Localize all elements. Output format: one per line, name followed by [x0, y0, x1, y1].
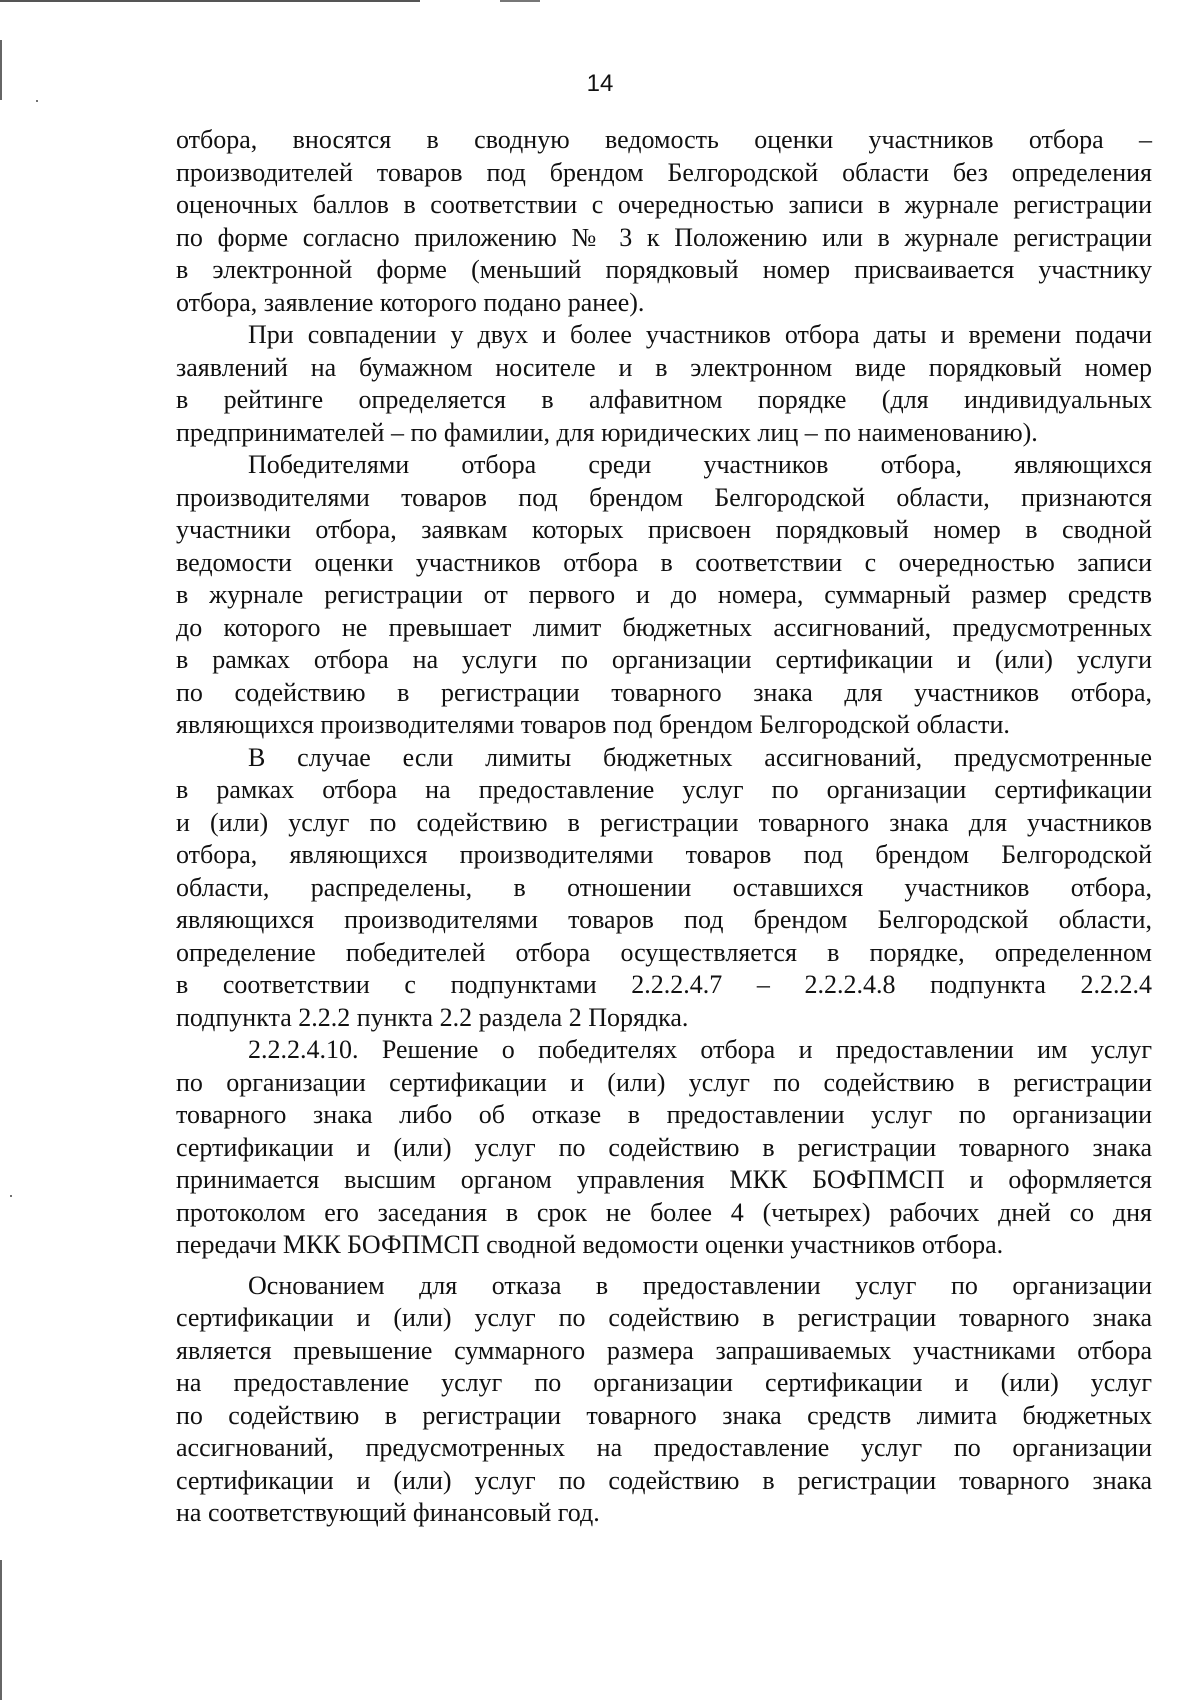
- text-line: ведомости оценки участников отбора в соответствии с очередностью записи: [176, 547, 1152, 577]
- text-line: на соответствующий финансовый год.: [176, 1498, 600, 1527]
- text-line: В случае если лимиты бюджетных ассигнований, предусмотренные: [248, 742, 1152, 772]
- scan-speck: [10, 1195, 12, 1197]
- page-number: 14: [586, 70, 614, 97]
- text-line: в журнале регистрации от первого и до номера, суммарный размер средств: [176, 580, 1152, 609]
- text-line: в рейтинге определяется в алфавитном порядке (для индивидуальных: [176, 385, 1152, 414]
- text-line: отбора, заявление которого подано ранее).: [176, 287, 645, 317]
- text-line: являющихся производителями товаров под брендом Белгородской области,: [176, 905, 1152, 934]
- text-line: и (или) услуг по содействию в регистрации товарного знака для участников: [176, 807, 1152, 837]
- paragraph: [176, 449, 1152, 742]
- scan-edge-mark: [0, 0, 420, 2]
- paragraph: [176, 742, 1152, 1035]
- text-line: сертификации и (или) услуг по содействию в регистрации товарного знака: [176, 1303, 1152, 1332]
- text-line: оценочных баллов в соответствии с очередностью записи в журнале регистрации: [176, 190, 1152, 219]
- text-line: отбора, являющихся производителями товаров под брендом Белгородской: [176, 840, 1152, 869]
- text-line: в рамках отбора на услуги по организации сертификации и (или) услуги: [176, 645, 1152, 674]
- text-line: предпринимателей – по фамилии, для юридических лиц – по наименованию).: [176, 417, 1038, 447]
- text-line: по содействию в регистрации товарного знака средств лимита бюджетных: [176, 1400, 1152, 1430]
- text-line: 2.2.2.4.10. Решение о победителях отбора и предоставлении им услуг: [248, 1035, 1152, 1064]
- text-line: в рамках отбора на предоставление услуг по организации сертификации: [176, 775, 1152, 804]
- text-line: на предоставление услуг по организации сертификации и (или) услуг: [176, 1368, 1152, 1397]
- text-line: области, распределены, в отношении оставшихся участников отбора,: [176, 872, 1152, 902]
- paragraph: [176, 1034, 1152, 1262]
- text-line: отбора, вносятся в сводную ведомость оценки участников отбора –: [176, 125, 1152, 154]
- text-line: передачи МКК БОФПМСП сводной ведомости оценки участников отбора.: [176, 1230, 1004, 1259]
- text-line: сертификации и (или) услуг по содействию в регистрации товарного знака: [176, 1132, 1152, 1162]
- text-line: в соответствии с подпунктами 2.2.2.4.7 – 2.2.2.4.8 подпункта 2.2.2.4: [176, 970, 1152, 999]
- paragraph-spacer: [176, 1262, 1152, 1270]
- text-line: по содействию в регистрации товарного знака для участников отбора,: [176, 677, 1152, 707]
- text-line: принимается высшим органом управления МКК БОФПМСП и оформляется: [176, 1165, 1152, 1194]
- text-line: по организации сертификации и (или) услуг по содействию в регистрации: [176, 1067, 1152, 1097]
- text-line: ассигнований, предусмотренных на предоставление услуг по организации: [176, 1433, 1152, 1462]
- paragraph: [176, 319, 1152, 449]
- text-line: подпункта 2.2.2 пункта 2.2 раздела 2 Порядка.: [176, 1002, 689, 1032]
- text-line: в электронной форме (меньший порядковый номер присваивается участнику: [176, 255, 1152, 284]
- text-line: определение победителей отбора осуществляется в порядке, определенном: [176, 937, 1152, 967]
- text-line: по форме согласно приложению № 3 к Положению или в журнале регистрации: [176, 222, 1152, 252]
- text-line: Основанием для отказа в предоставлении услуг по организации: [248, 1270, 1152, 1300]
- text-line: являющихся производителями товаров под брендом Белгородской области.: [176, 710, 1010, 739]
- text-line: сертификации и (или) услуг по содействию в регистрации товарного знака: [176, 1465, 1152, 1495]
- text-line: При совпадении у двух и более участников отбора даты и времени подачи: [248, 320, 1152, 349]
- paragraph: [176, 1270, 1152, 1530]
- scan-edge-mark: [0, 1560, 2, 1700]
- text-line: производителей товаров под брендом Белгородской области без определения: [176, 157, 1152, 187]
- text-line: заявлений на бумажном носителе и в электронном виде порядковый номер: [176, 352, 1152, 382]
- text-line: является превышение суммарного размера запрашиваемых участниками отбора: [176, 1335, 1152, 1365]
- text-line: товарного знака либо об отказе в предоставлении услуг по организации: [176, 1100, 1152, 1129]
- text-line: протоколом его заседания в срок не более 4 (четырех) рабочих дней со дня: [176, 1197, 1152, 1227]
- text-line: до которого не превышает лимит бюджетных ассигнований, предусмотренных: [176, 612, 1152, 642]
- text-line: Победителями отбора среди участников отбора, являющихся: [248, 450, 1152, 479]
- paragraph: [176, 124, 1152, 319]
- scan-speck: [36, 100, 38, 102]
- document-body: [176, 124, 1152, 1530]
- text-line: участники отбора, заявкам которых присвоен порядковый номер в сводной: [176, 515, 1152, 544]
- text-line: производителями товаров под брендом Белгородской области, признаются: [176, 482, 1152, 512]
- scan-edge-mark: [500, 0, 540, 2]
